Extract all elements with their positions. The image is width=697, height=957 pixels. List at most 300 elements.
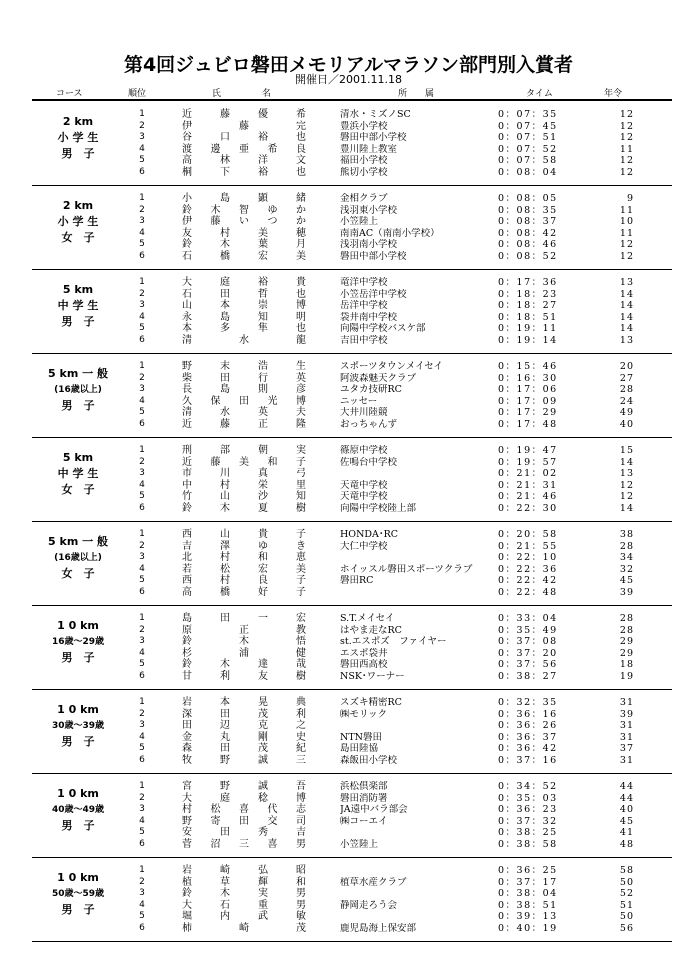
age-cell: 44 (619, 781, 634, 792)
name-cell: 近 藤 優 希 (182, 109, 306, 120)
club-cell: 浅羽南小学校 (340, 239, 398, 251)
course-line: 16歳～29歳 (51, 637, 105, 647)
club-cell: ㈱モリック (340, 708, 388, 720)
table-row (0, 239, 697, 251)
time-cell: 0：17：36 (498, 277, 558, 288)
club-cell: 磐田西高校 (340, 659, 388, 671)
rank-cell: 3 (139, 552, 145, 563)
rank-cell: 6 (139, 335, 145, 345)
course-line: 50歳～59歳 (51, 889, 105, 899)
rank-cell: 3 (139, 132, 145, 143)
rank-cell: 1 (139, 697, 145, 707)
name-cell: 高 橋 好 子 (182, 587, 306, 598)
age-cell: 41 (619, 827, 634, 839)
table-row (0, 781, 697, 793)
name-cell: 近 藤 正 隆 (182, 419, 306, 430)
club-cell: 大仁中学校 (340, 540, 388, 552)
club-cell: 竜洋中学校 (340, 277, 388, 288)
age-cell: 12 (619, 155, 634, 167)
table-row (0, 335, 697, 347)
name-cell: 安 田 秀 吉 (182, 827, 306, 839)
rank-cell: 5 (139, 743, 145, 754)
age-cell: 20 (619, 361, 634, 372)
age-cell: 12 (619, 120, 634, 132)
table-row (0, 167, 697, 179)
age-cell: 34 (619, 552, 634, 564)
club-cell: 小笠陸上 (340, 839, 379, 850)
event-date: 開催日／2001.11.18 (295, 73, 402, 86)
age-cell: 14 (619, 300, 634, 312)
club-cell: 鹿児島海上保安部 (340, 923, 417, 934)
table-row (0, 900, 697, 912)
name-cell: 渡 邊 亜 希 良 (182, 143, 306, 155)
time-cell: 0：07：58 (498, 155, 558, 167)
age-cell: 31 (619, 731, 634, 743)
name-cell: 石 橋 宏 美 (182, 251, 306, 262)
rank-cell: 5 (139, 575, 145, 586)
table-row (0, 251, 697, 263)
result-section (0, 354, 697, 438)
time-cell: 0：08：52 (498, 251, 558, 262)
table-row (0, 613, 697, 625)
time-cell: 0：38：27 (498, 671, 558, 682)
time-cell: 0：18：51 (498, 311, 558, 323)
age-cell: 24 (619, 395, 634, 407)
table-row (0, 216, 697, 228)
table-row (0, 625, 697, 637)
name-cell: 若 松 宏 美 (182, 563, 306, 575)
rank-cell: 6 (139, 503, 145, 513)
rank-cell: 2 (139, 456, 145, 467)
time-cell: 0：22：10 (498, 552, 558, 564)
time-cell: 0：22：36 (498, 563, 558, 575)
name-cell: 桐 下 裕 也 (182, 167, 306, 178)
club-cell: はやま走なRC (340, 624, 402, 636)
club-cell: スズキ精密RC (340, 697, 402, 708)
club-cell: 豊川陸上教室 (340, 143, 398, 155)
time-cell: 0：15：46 (498, 361, 558, 372)
age-cell: 14 (619, 503, 634, 514)
rank-cell: 4 (139, 563, 145, 574)
table-row (0, 503, 697, 515)
course-line: 小 学 生 (57, 131, 99, 144)
time-cell: 0：36：42 (498, 743, 558, 755)
rank-cell: 6 (139, 251, 145, 261)
rank-cell: 5 (139, 239, 145, 250)
time-cell: 0：32：35 (498, 697, 558, 708)
club-cell: ホイッスル磐田スポーツクラブ (340, 563, 473, 575)
club-cell: 森飯田小学校 (340, 755, 398, 766)
time-cell: 0：37：16 (498, 755, 558, 766)
course-line: 1 0 km (57, 703, 99, 716)
club-cell: 佐鳴台中学校 (340, 456, 398, 468)
age-cell: 14 (619, 456, 634, 468)
age-cell: 44 (619, 792, 634, 804)
age-cell: 29 (619, 636, 634, 648)
result-section (0, 186, 697, 270)
header-club: 所 属 (398, 89, 435, 99)
name-cell: 植 草 輝 和 (182, 876, 306, 888)
club-cell: 吉田中学校 (340, 335, 388, 346)
name-cell: 原 正 教 (182, 624, 306, 636)
club-cell: 浅羽東小学校 (340, 204, 398, 216)
club-cell: 豊浜小学校 (340, 120, 388, 132)
club-cell: 向陽中学校陸上部 (340, 503, 417, 514)
time-cell: 0：08：46 (498, 239, 558, 251)
time-cell: 0：19：47 (498, 445, 558, 456)
time-cell: 0：19：57 (498, 456, 558, 468)
name-cell: 清 水 龍 (182, 335, 306, 346)
club-cell: 袋井南中学校 (340, 311, 398, 323)
table-row (0, 396, 697, 408)
name-cell: 菅 沼 三 喜 男 (182, 839, 306, 850)
name-cell: 永 島 知 明 (182, 311, 306, 323)
time-cell: 0：37：56 (498, 659, 558, 671)
course-line: 中 学 生 (57, 299, 99, 312)
age-cell: 13 (619, 468, 634, 480)
time-cell: 0：38：51 (498, 899, 558, 911)
club-cell: 福田小学校 (340, 155, 388, 167)
club-cell: ㈱コーエイ (340, 815, 388, 827)
header-name-2: 名 (262, 89, 272, 99)
rank-cell: 2 (139, 372, 145, 383)
table-row (0, 193, 697, 205)
club-cell: HONDA･RC (340, 529, 399, 540)
result-section (0, 774, 697, 858)
time-cell: 0：07：45 (498, 120, 558, 132)
rank-cell: 4 (139, 395, 145, 406)
time-cell: 0：21：55 (498, 540, 558, 552)
time-cell: 0：18：23 (498, 288, 558, 300)
course-line: 男 子 (61, 651, 95, 664)
table-row (0, 289, 697, 301)
table-row (0, 552, 697, 564)
age-cell: 14 (619, 323, 634, 335)
header-age: 年令 (604, 89, 623, 99)
course-line: 1 0 km (57, 787, 99, 800)
table-row (0, 121, 697, 133)
rank-cell: 4 (139, 899, 145, 910)
rank-cell: 3 (139, 468, 145, 479)
table-row (0, 384, 697, 396)
name-cell: 鈴 木 達 哉 (182, 659, 306, 671)
table-row (0, 839, 697, 851)
age-cell: 11 (619, 204, 634, 216)
time-cell: 0：16：30 (498, 372, 558, 384)
rank-cell: 1 (139, 445, 145, 455)
rank-cell: 5 (139, 827, 145, 838)
name-cell: 竹 山 沙 知 (182, 491, 306, 503)
table-row (0, 300, 697, 312)
course-line: (16歳以上) (54, 553, 102, 563)
age-cell: 29 (619, 647, 634, 659)
time-cell: 0：18：27 (498, 300, 558, 312)
age-cell: 12 (619, 132, 634, 144)
age-cell: 13 (619, 277, 634, 288)
time-cell: 0：36：26 (498, 720, 558, 732)
table-row (0, 468, 697, 480)
age-cell: 9 (626, 193, 634, 204)
rank-cell: 1 (139, 109, 145, 119)
table-row (0, 923, 697, 935)
club-cell: S.T.メイセイ (340, 613, 395, 624)
time-cell: 0：36：16 (498, 708, 558, 720)
time-cell: 0：38：04 (498, 888, 558, 900)
rank-cell: 6 (139, 167, 145, 177)
age-cell: 45 (619, 575, 634, 587)
rank-cell: 4 (139, 311, 145, 322)
rank-cell: 4 (139, 143, 145, 154)
time-cell: 0：36：23 (498, 804, 558, 816)
rank-cell: 6 (139, 839, 145, 849)
age-cell: 19 (619, 671, 634, 682)
course-line: 男 子 (61, 147, 95, 160)
course-line: 男 子 (61, 735, 95, 748)
club-cell: 小笠岳洋中学校 (340, 288, 407, 300)
course-line: 女 子 (61, 483, 95, 496)
table-row (0, 732, 697, 744)
club-cell: ニッセー (340, 395, 378, 407)
name-cell: 岩 本 晃 典 (182, 697, 306, 708)
club-cell: st.エスポズ ファイヤー (340, 636, 447, 648)
age-cell: 11 (619, 143, 634, 155)
table-row (0, 865, 697, 877)
time-cell: 0：22：42 (498, 575, 558, 587)
course-line: 中 学 生 (57, 467, 99, 480)
table-row (0, 277, 697, 289)
name-cell: 大 庭 稔 博 (182, 792, 306, 804)
header-name-1: 氏 (212, 89, 222, 99)
club-cell: 金相クラブ (340, 193, 388, 204)
section-divider (32, 941, 672, 942)
rank-cell: 2 (139, 288, 145, 299)
age-cell: 12 (619, 251, 634, 262)
table-row (0, 671, 697, 683)
club-cell: ユタカ技研RC (340, 384, 402, 396)
age-cell: 32 (619, 563, 634, 575)
table-row (0, 361, 697, 373)
name-cell: 柴 田 行 英 (182, 372, 306, 384)
name-cell: 谷 口 裕 也 (182, 132, 306, 144)
age-cell: 52 (619, 888, 634, 900)
rank-cell: 6 (139, 923, 145, 933)
age-cell: 14 (619, 288, 634, 300)
page-title: 第4回ジュビロ磐田メモリアルマラソン部門別入賞者 (123, 54, 574, 76)
rank-cell: 1 (139, 613, 145, 623)
rank-cell: 3 (139, 300, 145, 311)
rank-cell: 1 (139, 361, 145, 371)
club-cell: 岳洋中学校 (340, 300, 388, 312)
course-line: 男 子 (61, 903, 95, 916)
time-cell: 0：08：04 (498, 167, 558, 178)
name-cell: 村 松 喜 代 志 (182, 804, 306, 816)
time-cell: 0：22：30 (498, 503, 558, 514)
rank-cell: 2 (139, 708, 145, 719)
time-cell: 0：37：32 (498, 815, 558, 827)
name-cell: 市 川 真 弓 (182, 468, 306, 480)
name-cell: 森 田 茂 紀 (182, 743, 306, 755)
table-row (0, 575, 697, 587)
name-cell: 堀 内 武 敏 (182, 911, 306, 923)
table-row (0, 709, 697, 721)
table-row (0, 144, 697, 156)
name-cell: 西 村 良 子 (182, 575, 306, 587)
club-cell: 植草水産クラブ (340, 876, 407, 888)
time-cell: 0：36：25 (498, 865, 558, 876)
age-cell: 28 (619, 540, 634, 552)
rank-cell: 4 (139, 815, 145, 826)
table-row (0, 445, 697, 457)
name-cell: 友 村 美 穂 (182, 227, 306, 239)
table-row (0, 743, 697, 755)
course-line: 1 0 km (57, 619, 99, 632)
age-cell: 28 (619, 384, 634, 396)
name-cell: 牧 野 誠 三 (182, 755, 306, 766)
club-cell: 向陽中学校バスケ部 (340, 323, 426, 335)
time-cell: 0：35：49 (498, 624, 558, 636)
age-cell: 31 (619, 697, 634, 708)
name-cell: 鈴 木 智 ゆ か (182, 204, 306, 216)
age-cell: 51 (619, 899, 634, 911)
time-cell: 0：37：08 (498, 636, 558, 648)
table-row (0, 804, 697, 816)
name-cell: 清 水 英 夫 (182, 407, 306, 419)
age-cell: 27 (619, 372, 634, 384)
time-cell: 0：38：58 (498, 839, 558, 850)
age-cell: 31 (619, 755, 634, 766)
time-cell: 0：20：58 (498, 529, 558, 540)
time-cell: 0：08：42 (498, 227, 558, 239)
age-cell: 28 (619, 613, 634, 624)
rank-cell: 6 (139, 587, 145, 597)
table-row (0, 407, 697, 419)
table-row (0, 480, 697, 492)
club-cell: 南南AC（南南小学校） (340, 227, 440, 239)
age-cell: 40 (619, 419, 634, 430)
club-cell: 天竜中学校 (340, 491, 388, 503)
rank-cell: 4 (139, 731, 145, 742)
rank-cell: 4 (139, 647, 145, 658)
name-cell: 鈴 木 葉 月 (182, 239, 306, 251)
table-row (0, 648, 697, 660)
name-cell: 吉 澤 ゆ き (182, 540, 306, 552)
time-cell: 0：40：19 (498, 923, 558, 934)
name-cell: 大 石 重 男 (182, 899, 306, 911)
rank-cell: 1 (139, 193, 145, 203)
club-cell: 磐田RC (340, 575, 374, 587)
rank-cell: 1 (139, 781, 145, 791)
time-cell: 0：17：06 (498, 384, 558, 396)
rank-cell: 3 (139, 636, 145, 647)
name-cell: 田 辺 克 之 (182, 720, 306, 732)
age-cell: 28 (619, 624, 634, 636)
table-row (0, 816, 697, 828)
result-section (0, 522, 697, 606)
age-cell: 50 (619, 911, 634, 923)
table-row (0, 720, 697, 732)
name-cell: 鈴 木 悟 (182, 636, 306, 648)
time-cell: 0：08：35 (498, 204, 558, 216)
table-row (0, 323, 697, 335)
age-cell: 39 (619, 587, 634, 598)
age-cell: 50 (619, 876, 634, 888)
name-cell: 小 島 顕 緒 (182, 193, 306, 204)
name-cell: 刑 部 朝 実 (182, 445, 306, 456)
course-line: 男 子 (61, 399, 95, 412)
time-cell: 0：07：35 (498, 109, 558, 120)
age-cell: 18 (619, 659, 634, 671)
rank-cell: 3 (139, 720, 145, 731)
club-cell: 阿波森魅天クラブ (340, 372, 417, 384)
rank-cell: 3 (139, 804, 145, 815)
table-row (0, 491, 697, 503)
age-cell: 10 (619, 216, 634, 228)
time-cell: 0：19：14 (498, 335, 558, 346)
table-row (0, 419, 697, 431)
age-cell: 48 (619, 839, 634, 850)
course-line: 男 子 (61, 819, 95, 832)
name-cell: 石 田 哲 也 (182, 288, 306, 300)
club-cell: 熊切小学校 (340, 167, 388, 178)
rank-cell: 6 (139, 671, 145, 681)
club-cell: 天竜中学校 (340, 479, 388, 491)
name-cell: 伊 藤 い つ か (182, 216, 306, 228)
rank-cell: 2 (139, 120, 145, 131)
time-cell: 0：19：11 (498, 323, 558, 335)
course-line: (16歳以上) (54, 385, 102, 395)
rank-cell: 6 (139, 755, 145, 765)
time-cell: 0：07：52 (498, 143, 558, 155)
result-section (0, 438, 697, 522)
name-cell: 野 末 浩 生 (182, 361, 306, 372)
course-line: 5 km (62, 283, 94, 296)
course-line: 2 km (62, 199, 94, 212)
table-row (0, 312, 697, 324)
course-line: 5 km 一 般 (48, 367, 108, 380)
course-line: 2 km (62, 115, 94, 128)
name-cell: 柿 崎 茂 (182, 923, 306, 934)
table-row (0, 132, 697, 144)
name-cell: 岩 崎 弘 昭 (182, 865, 306, 876)
rank-cell: 3 (139, 888, 145, 899)
course-line: 男 子 (61, 315, 95, 328)
age-cell: 12 (619, 239, 634, 251)
name-cell: 伊 藤 完 (182, 120, 306, 132)
rank-cell: 1 (139, 277, 145, 287)
table-row (0, 373, 697, 385)
table-row (0, 827, 697, 839)
age-cell: 12 (619, 491, 634, 503)
course-line: 女 子 (61, 567, 95, 580)
time-cell: 0：33：04 (498, 613, 558, 624)
name-cell: 山 本 崇 博 (182, 300, 306, 312)
club-cell: NTN磐田 (340, 731, 382, 743)
age-cell: 38 (619, 529, 634, 540)
name-cell: 本 多 隼 也 (182, 323, 306, 335)
result-section (0, 102, 697, 186)
rank-cell: 3 (139, 216, 145, 227)
course-line: 30歳～39歳 (51, 721, 105, 731)
club-cell: 磐田消防署 (340, 792, 388, 804)
club-cell: エスポ袋井 (340, 647, 388, 659)
name-cell: 大 庭 裕 貴 (182, 277, 306, 288)
name-cell: 久 保 田 光 博 (182, 395, 306, 407)
course-line: 40歳～49歳 (51, 805, 105, 815)
rank-cell: 2 (139, 876, 145, 887)
time-cell: 0：21：46 (498, 491, 558, 503)
rank-cell: 6 (139, 419, 145, 429)
time-cell: 0：21：31 (498, 479, 558, 491)
